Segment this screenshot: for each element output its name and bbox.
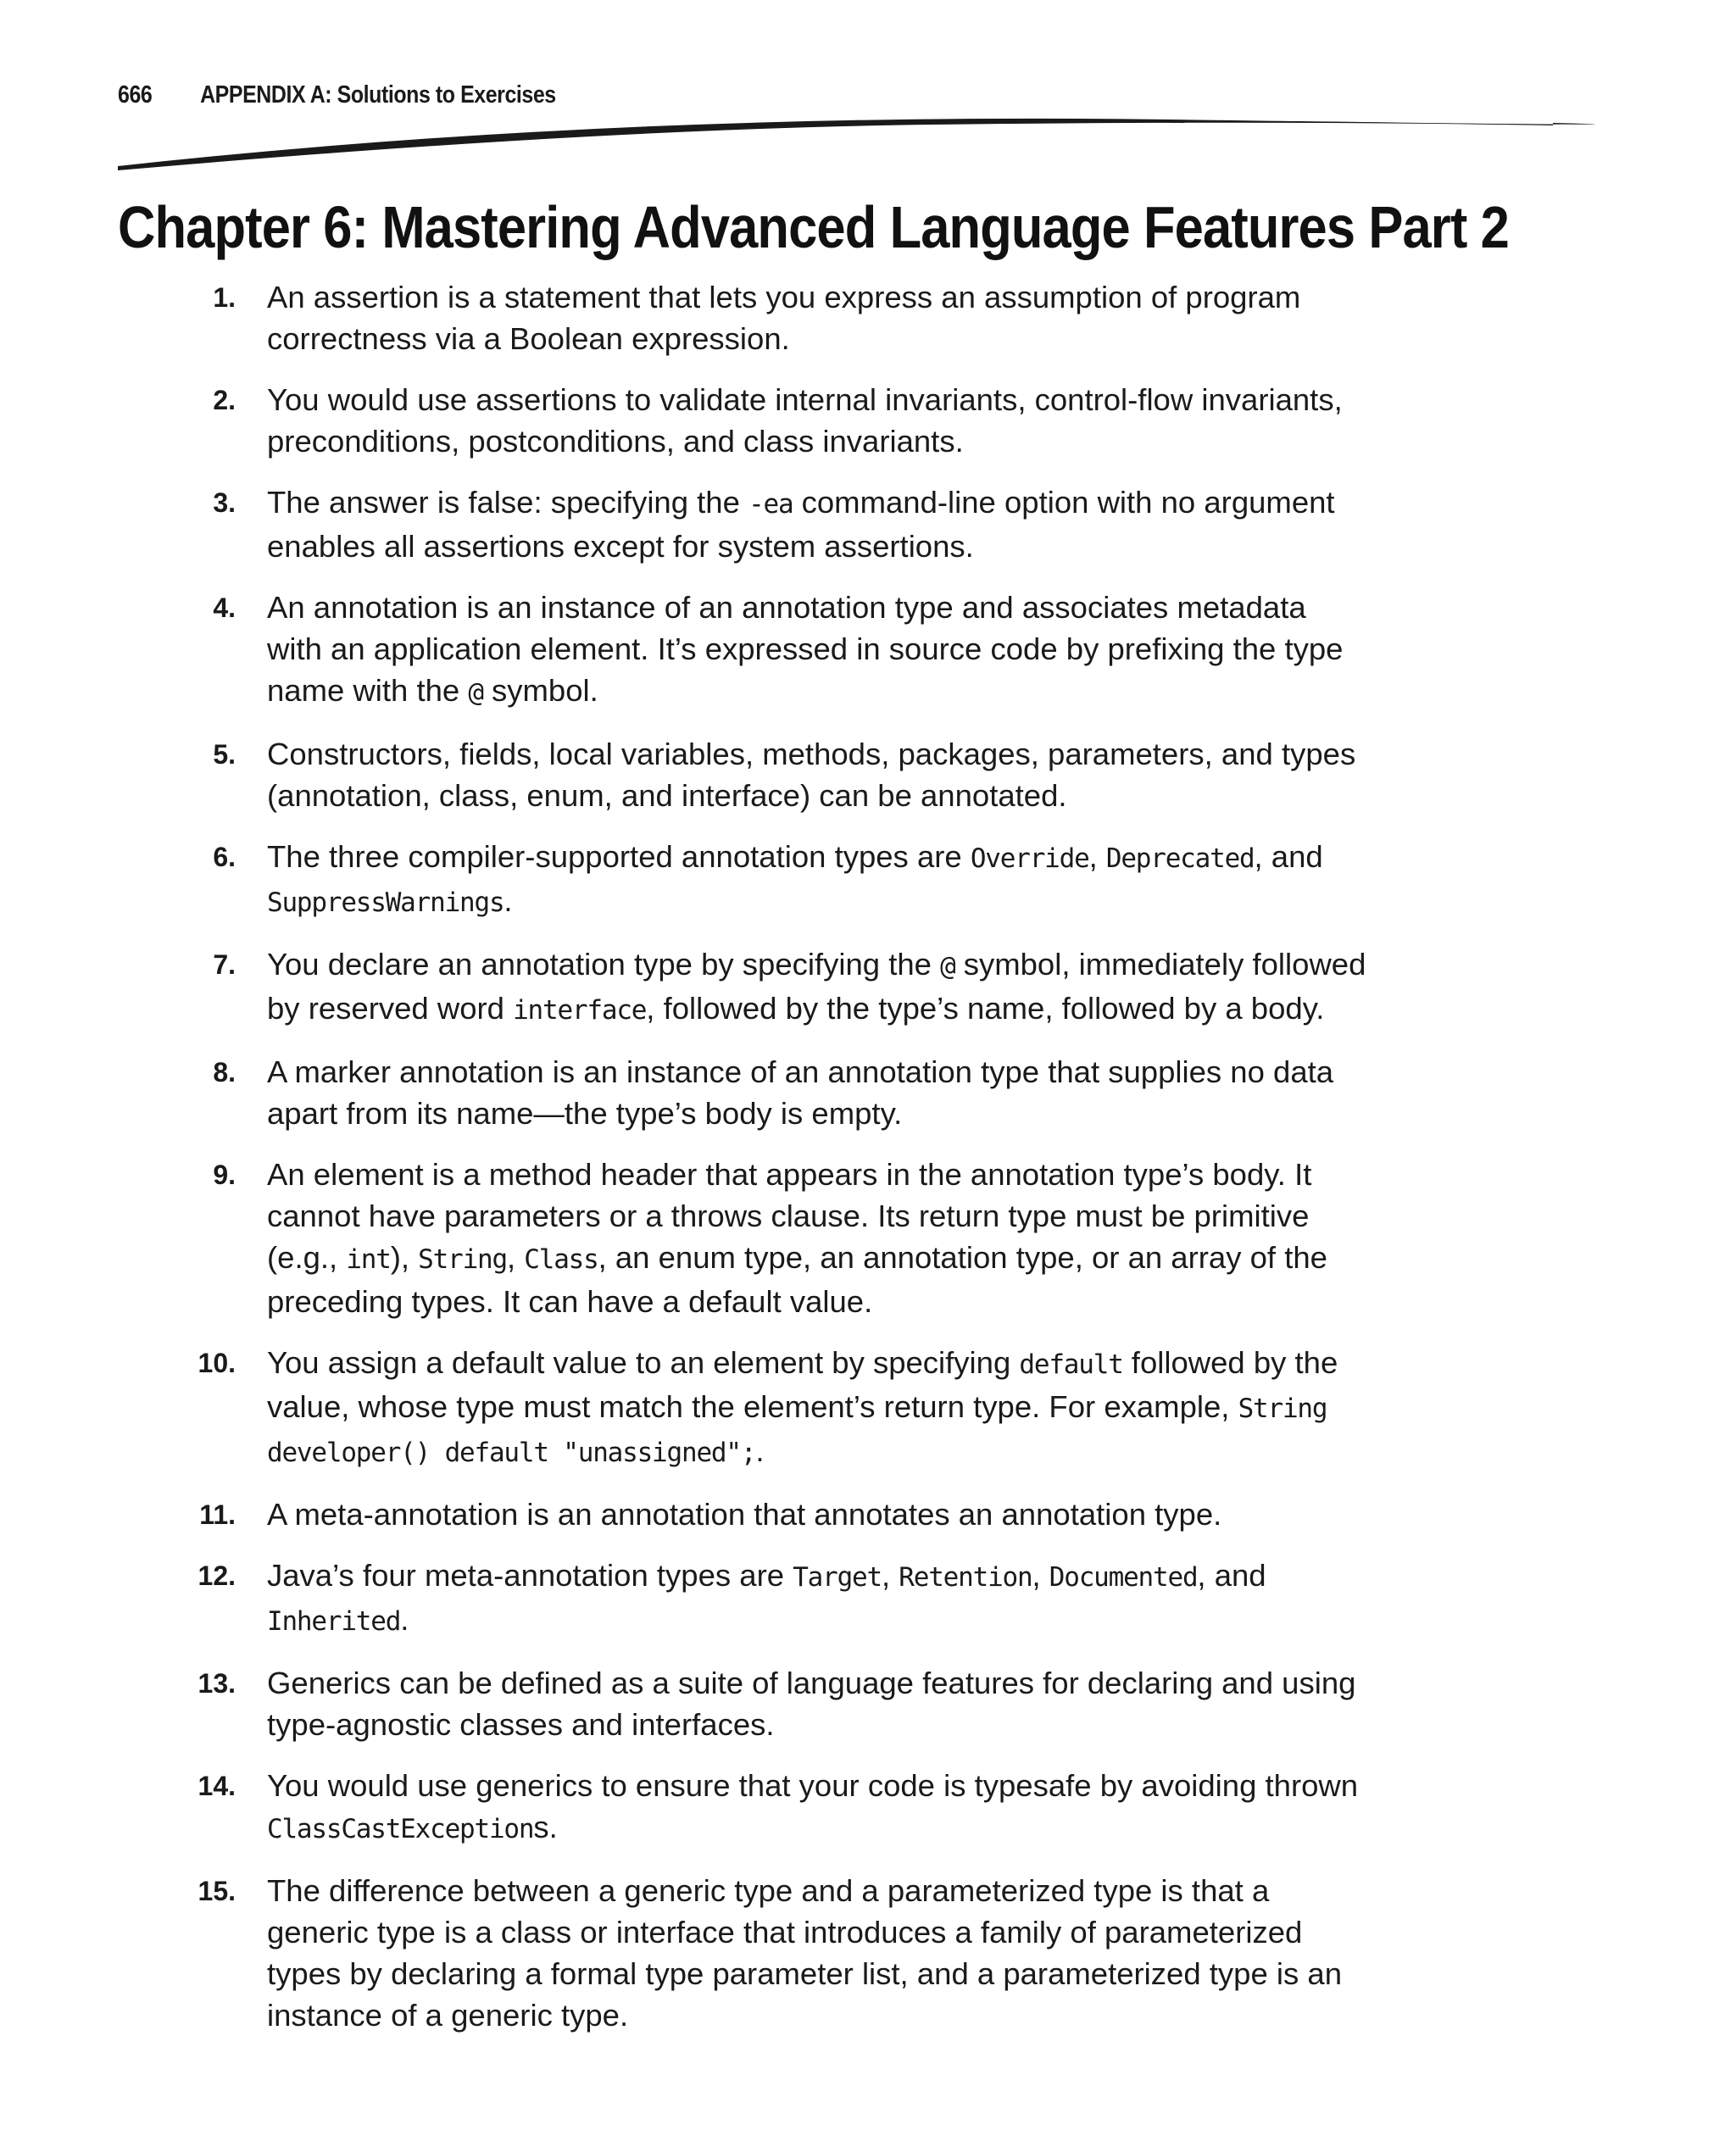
answer-item xyxy=(0,1154,1369,1322)
answer-text-run: . xyxy=(755,1433,765,1468)
inline-code: default xyxy=(1019,1349,1123,1380)
answer-item xyxy=(0,379,1369,462)
inline-code: int xyxy=(346,1244,391,1275)
answer-text xyxy=(267,836,1369,924)
answer-text xyxy=(267,1154,1369,1322)
answer-number: 14. xyxy=(198,1771,236,1801)
answer-text xyxy=(267,1051,1369,1134)
chapter-title: Chapter 6: Mastering Advanced Language Features Part 2 xyxy=(118,194,1509,260)
answer-text xyxy=(267,276,1369,359)
answer-text xyxy=(267,943,1369,1032)
answer-text xyxy=(267,1342,1369,1474)
inline-code: Retention xyxy=(899,1562,1032,1593)
answer-item xyxy=(0,1870,1369,2036)
answer-number: 5. xyxy=(213,739,236,770)
inline-code: -ea xyxy=(748,489,793,520)
answer-text xyxy=(267,1765,1369,1850)
inline-code: String developer() default "unassigned"; xyxy=(267,1393,1327,1468)
inline-code: @ xyxy=(940,951,955,982)
answer-number: 4. xyxy=(213,592,236,623)
answer-text-run: s. xyxy=(533,1810,558,1844)
answer-text xyxy=(267,733,1369,816)
answer-number: 11. xyxy=(199,1499,236,1530)
answer-item xyxy=(0,1765,1369,1850)
answer-number: 6. xyxy=(213,842,236,872)
answer-text-run: , xyxy=(881,1558,899,1593)
answer-text-run: The difference between a generic type and a parameterized type is that a generic type is a class or interface that introduces a family of parameterized types by declaring a formal type parameter list, and a parameterized type is an instance of a generic type. xyxy=(267,1873,1343,2033)
answer-number: 15. xyxy=(198,1876,236,1906)
answer-item xyxy=(0,1555,1369,1643)
answer-text-run: , and xyxy=(1254,839,1323,874)
inline-code: Target xyxy=(793,1562,882,1593)
answer-item xyxy=(0,1494,1369,1535)
answer-text-run: An element is a method header that appears in the annotation type’s body. It cannot have parameters or a throws clause. Its return type must be primitive (e.g., xyxy=(267,1157,1312,1275)
answer-number: 8. xyxy=(213,1057,236,1087)
answer-text-run: You declare an annotation type by specifying the xyxy=(267,947,941,982)
answer-text xyxy=(267,1494,1369,1535)
answer-item xyxy=(0,733,1369,816)
answer-text-run: command-line option with no argument enables all assertions except for system assertions. xyxy=(267,485,1335,564)
inline-code: ClassCastException xyxy=(267,1814,534,1844)
answer-number: 3. xyxy=(213,487,236,518)
inline-code: @ xyxy=(468,677,483,708)
inline-code: Documented xyxy=(1049,1562,1198,1593)
answer-text-run: , followed by the type’s name, followed by a body. xyxy=(646,991,1325,1026)
answer-item xyxy=(0,587,1369,714)
answer-text-run: . xyxy=(400,1602,409,1637)
answer-text xyxy=(267,481,1369,567)
answer-number: 7. xyxy=(213,949,236,980)
answer-text xyxy=(267,587,1369,714)
answer-text-run: You assign a default value to an element by specifying xyxy=(267,1345,1020,1380)
answer-text-run: Constructors, fields, local variables, methods, packages, parameters, and types (annotation, class, enum, and interface) can be annotated. xyxy=(267,737,1356,813)
answer-number: 9. xyxy=(213,1160,236,1190)
answer-text-run: , xyxy=(1032,1558,1049,1593)
answer-text xyxy=(267,1662,1369,1745)
answer-number: 1. xyxy=(213,282,236,313)
answer-text-run: ), xyxy=(390,1240,419,1275)
answer-text-run: The three compiler-supported annotation types are xyxy=(267,839,971,874)
answer-text-run: followed by the value, whose type must match the element’s return type. For example, xyxy=(267,1345,1338,1424)
answer-item xyxy=(0,1662,1369,1745)
running-title: APPENDIX A: Solutions to Exercises xyxy=(200,81,556,108)
answer-list xyxy=(0,276,1736,2055)
inline-code: Class xyxy=(524,1244,598,1275)
answer-text-run: A meta-annotation is an annotation that annotates an annotation type. xyxy=(267,1497,1222,1532)
answer-item xyxy=(0,836,1369,924)
inline-code: interface xyxy=(513,995,647,1026)
answer-text-run: You would use generics to ensure that your code is typesafe by avoiding thrown xyxy=(267,1768,1359,1803)
answer-number: 13. xyxy=(198,1668,236,1699)
answer-item xyxy=(0,481,1369,567)
page-number: 666 xyxy=(118,81,153,108)
answer-text-run: A marker annotation is an instance of an annotation type that supplies no data apart from its name—the type’s body is empty. xyxy=(267,1054,1334,1131)
answer-item xyxy=(0,943,1369,1032)
answer-text-run: , an enum type, an annotation type, or an array of the preceding types. It can have a default value. xyxy=(267,1240,1327,1319)
answer-item xyxy=(0,1342,1369,1474)
inline-code: String xyxy=(418,1244,507,1275)
answer-text-run: An annotation is an instance of an annotation type and associates metadata with an application element. It’s expressed in source code by prefixing the type name with the xyxy=(267,590,1344,708)
answer-number: 12. xyxy=(198,1560,236,1591)
answer-text-run: , xyxy=(1088,839,1106,874)
inline-code: Deprecated xyxy=(1105,843,1255,874)
answer-item xyxy=(0,1051,1369,1134)
answer-text-run: Generics can be defined as a suite of language features for declaring and using type-agnostic classes and interfaces. xyxy=(267,1666,1356,1742)
inline-code: SuppressWarnings xyxy=(267,887,504,918)
answer-text-run: You would use assertions to validate internal invariants, control-flow invariants, preconditions, postconditions, and class invariants. xyxy=(267,382,1343,459)
inline-code: Override xyxy=(970,843,1089,874)
header-swoosh-rule xyxy=(0,0,1736,220)
answer-text xyxy=(267,1555,1369,1643)
answer-text xyxy=(267,1870,1369,2036)
answer-text-run: Java’s four meta-annotation types are xyxy=(267,1558,793,1593)
answer-text-run: symbol, immediately followed by reserved word xyxy=(267,947,1366,1026)
answer-text-run: symbol. xyxy=(482,673,598,708)
answer-number: 2. xyxy=(213,385,236,415)
answer-text-run: , xyxy=(506,1240,525,1275)
answer-text-run: An assertion is a statement that lets you express an assumption of program correctness via a Boolean expression. xyxy=(267,280,1301,356)
inline-code: Inherited xyxy=(267,1606,401,1637)
answer-text xyxy=(267,379,1369,462)
answer-text-run: . xyxy=(504,883,513,918)
answer-item xyxy=(0,276,1369,359)
answer-text-run: The answer is false: specifying the xyxy=(267,485,749,520)
answer-text-run: , and xyxy=(1197,1558,1266,1593)
answer-number: 10. xyxy=(198,1348,236,1378)
